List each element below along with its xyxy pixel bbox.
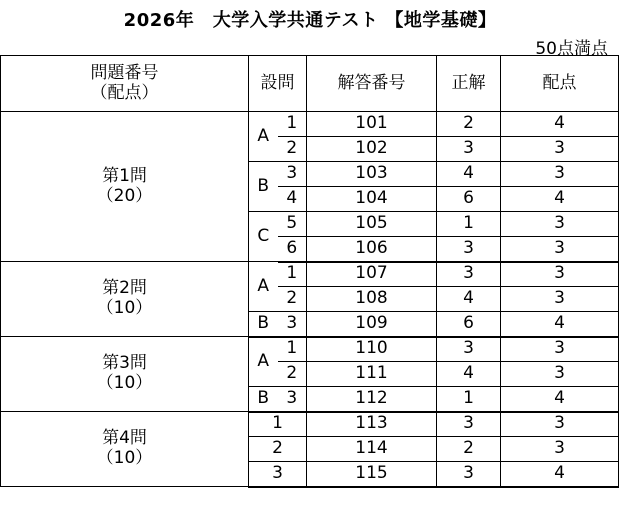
correct-answer: 6	[437, 187, 501, 212]
sub-question: 5	[278, 212, 307, 237]
part-label: C	[249, 212, 278, 262]
problem-cell	[1, 262, 249, 337]
header-correct: 正解	[437, 56, 501, 112]
points-value: 3	[501, 262, 619, 287]
points-value: 3	[501, 137, 619, 162]
problem-points: （10）	[96, 298, 153, 318]
table-row	[1, 262, 619, 287]
answer-table	[0, 55, 619, 488]
part-label: B	[249, 387, 278, 412]
header-answer-number: 解答番号	[307, 56, 437, 112]
table-row	[1, 412, 619, 437]
part-label: B	[249, 162, 278, 212]
answer-number: 103	[307, 162, 437, 187]
correct-answer: 4	[437, 162, 501, 187]
correct-answer: 1	[437, 387, 501, 412]
problem-cell	[1, 412, 249, 487]
sub-question: 3	[278, 387, 307, 412]
points-value: 3	[501, 412, 619, 437]
points-value: 4	[501, 187, 619, 212]
points-value: 4	[501, 462, 619, 487]
sub-question: 3	[278, 312, 307, 337]
sub-question: 4	[278, 187, 307, 212]
table-row	[1, 337, 619, 362]
part-label: A	[249, 262, 278, 312]
points-value: 3	[501, 437, 619, 462]
problem-name: 第2問	[102, 278, 147, 299]
correct-answer: 3	[437, 262, 501, 287]
problem-points: （10）	[96, 448, 153, 468]
correct-answer: 1	[437, 212, 501, 237]
points-value: 3	[501, 237, 619, 262]
answer-number: 102	[307, 137, 437, 162]
answer-number: 106	[307, 237, 437, 262]
answer-number: 105	[307, 212, 437, 237]
answer-number: 113	[307, 412, 437, 437]
part-label: A	[249, 337, 278, 387]
problem-name: 第1問	[102, 165, 147, 186]
answer-number: 111	[307, 362, 437, 387]
part-label: A	[249, 112, 278, 162]
points-value: 3	[501, 362, 619, 387]
points-value: 3	[501, 212, 619, 237]
correct-answer: 6	[437, 312, 501, 337]
correct-answer: 3	[437, 462, 501, 487]
answer-number: 109	[307, 312, 437, 337]
sub-question: 3	[249, 462, 307, 487]
header-question: 設問	[249, 56, 307, 112]
correct-answer: 2	[437, 112, 501, 137]
points-value: 4	[501, 112, 619, 137]
correct-answer: 3	[437, 337, 501, 362]
page-title: 2026年 大学入学共通テスト 【地学基礎】	[123, 10, 497, 31]
answer-number: 115	[307, 462, 437, 487]
sub-question: 2	[249, 437, 307, 462]
correct-answer: 2	[437, 437, 501, 462]
header-problem-line2: （配点）	[90, 82, 159, 103]
answer-number: 107	[307, 262, 437, 287]
points-value: 3	[501, 337, 619, 362]
problem-points: （20）	[96, 185, 153, 206]
sub-question: 6	[278, 237, 307, 262]
points-value: 4	[501, 387, 619, 412]
correct-answer: 4	[437, 287, 501, 312]
header-problem-number	[1, 56, 249, 112]
header-row	[1, 56, 619, 112]
correct-answer: 3	[437, 237, 501, 262]
sub-question: 2	[278, 287, 307, 312]
header-points: 配点	[501, 56, 619, 112]
points-value: 3	[501, 162, 619, 187]
sub-question: 1	[278, 262, 307, 287]
answer-number: 104	[307, 187, 437, 212]
sub-question: 3	[278, 162, 307, 187]
problem-name: 第4問	[102, 428, 147, 449]
points-value: 3	[501, 287, 619, 312]
points-value: 4	[501, 312, 619, 337]
answer-number: 110	[307, 337, 437, 362]
problem-cell	[1, 112, 249, 262]
sub-question: 1	[278, 112, 307, 137]
header-problem-line1: 問題番号	[90, 62, 159, 83]
correct-answer: 3	[437, 137, 501, 162]
sub-question: 2	[278, 137, 307, 162]
correct-answer: 3	[437, 412, 501, 437]
answer-number: 112	[307, 387, 437, 412]
sub-question: 2	[278, 362, 307, 387]
answer-number: 114	[307, 437, 437, 462]
sub-question: 1	[278, 337, 307, 362]
answer-number: 108	[307, 287, 437, 312]
problem-name: 第3問	[102, 353, 147, 374]
part-label: B	[249, 312, 278, 337]
problem-cell	[1, 337, 249, 412]
sub-question: 1	[249, 412, 307, 437]
answer-table-body	[1, 112, 619, 487]
total-score-label: 50点満点	[535, 39, 608, 59]
table-row	[1, 112, 619, 137]
answer-number: 101	[307, 112, 437, 137]
problem-points: （10）	[96, 373, 153, 393]
correct-answer: 4	[437, 362, 501, 387]
